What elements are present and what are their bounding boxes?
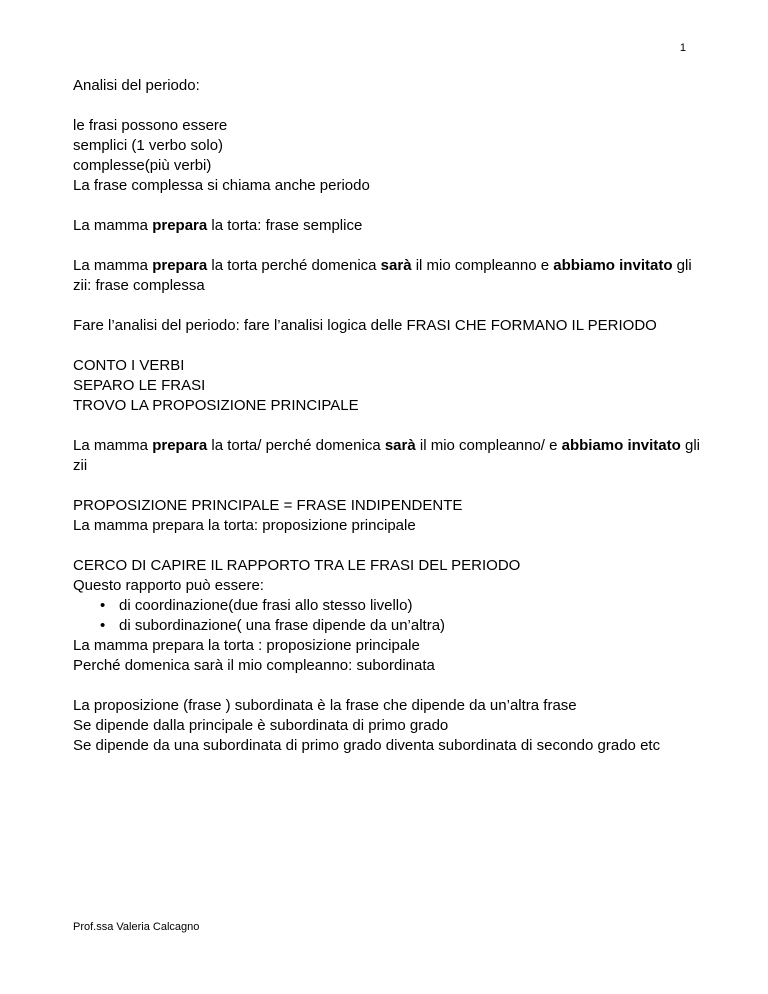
spacer xyxy=(73,96,713,116)
verb-highlight: sarà xyxy=(380,257,412,274)
subordinate-definition: La proposizione (frase ) subordinata è la frase che dipende da un’altra frase xyxy=(73,697,577,714)
spacer xyxy=(73,236,713,256)
principal-rule: PROPOSIZIONE PRINCIPALE = FRASE INDIPENDENTE xyxy=(73,497,463,514)
list-item: • di coordinazione(due frasi allo stesso livello) xyxy=(73,596,713,616)
spacer xyxy=(73,416,713,436)
relationship-intro: Questo rapporto può essere: xyxy=(73,577,264,594)
relationship-subordinate-example: Perché domenica sarà il mio compleanno: subordinata xyxy=(73,657,435,674)
spacer xyxy=(73,476,713,496)
example-separated-sentence: La mamma prepara la torta/ perché domenica sarà il mio compleanno/ e abbiamo invitato gli zii xyxy=(73,437,700,474)
example-simple-sentence: La mamma prepara la torta: frase semplice xyxy=(73,217,363,234)
document-title: Analisi del periodo: xyxy=(73,77,200,94)
verb-highlight: prepara xyxy=(152,217,208,234)
verb-highlight: prepara xyxy=(152,257,208,274)
principal-example: La mamma prepara la torta: proposizione principale xyxy=(73,517,416,534)
document-body xyxy=(73,76,713,756)
list-item: • di subordinazione( una frase dipende da un’altra) xyxy=(73,616,713,636)
page-number: 1 xyxy=(679,42,686,54)
types-intro: le frasi possono essere xyxy=(73,117,228,134)
footer-author: Prof.ssa Valeria Calcagno xyxy=(73,921,200,933)
verb-highlight: abbiamo invitato xyxy=(561,437,681,454)
spacer xyxy=(73,196,713,216)
types-simple: semplici (1 verbo solo) xyxy=(73,137,224,154)
spacer xyxy=(73,336,713,356)
verb-highlight: abbiamo invitato xyxy=(553,257,673,274)
subordinate-first-degree: Se dipende dalla principale è subordinata di primo grado xyxy=(73,717,449,734)
step-3: TROVO LA PROPOSIZIONE PRINCIPALE xyxy=(73,397,359,414)
types-period: La frase complessa si chiama anche periodo xyxy=(73,177,370,194)
example-complex-sentence: La mamma prepara la torta perché domenica sarà il mio compleanno e abbiamo invitato gli zii: frase complessa xyxy=(73,257,692,294)
step-1: CONTO I VERBI xyxy=(73,357,185,374)
spacer xyxy=(73,676,713,696)
verb-highlight: sarà xyxy=(384,437,416,454)
step-2: SEPARO LE FRASI xyxy=(73,377,206,394)
spacer xyxy=(73,296,713,316)
relationship-heading: CERCO DI CAPIRE IL RAPPORTO TRA LE FRASI DEL PERIODO xyxy=(73,557,521,574)
types-complex: complesse(più verbi) xyxy=(73,157,212,174)
period-analysis-definition: Fare l’analisi del periodo: fare l’analisi logica delle FRASI CHE FORMANO IL PERIODO xyxy=(73,317,657,334)
subordinate-second-degree: Se dipende da una subordinata di primo grado diventa subordinata di secondo grado etc xyxy=(73,737,661,754)
verb-highlight: prepara xyxy=(152,437,208,454)
relationship-principal-example: La mamma prepara la torta : proposizione principale xyxy=(73,637,420,654)
spacer xyxy=(73,536,713,556)
